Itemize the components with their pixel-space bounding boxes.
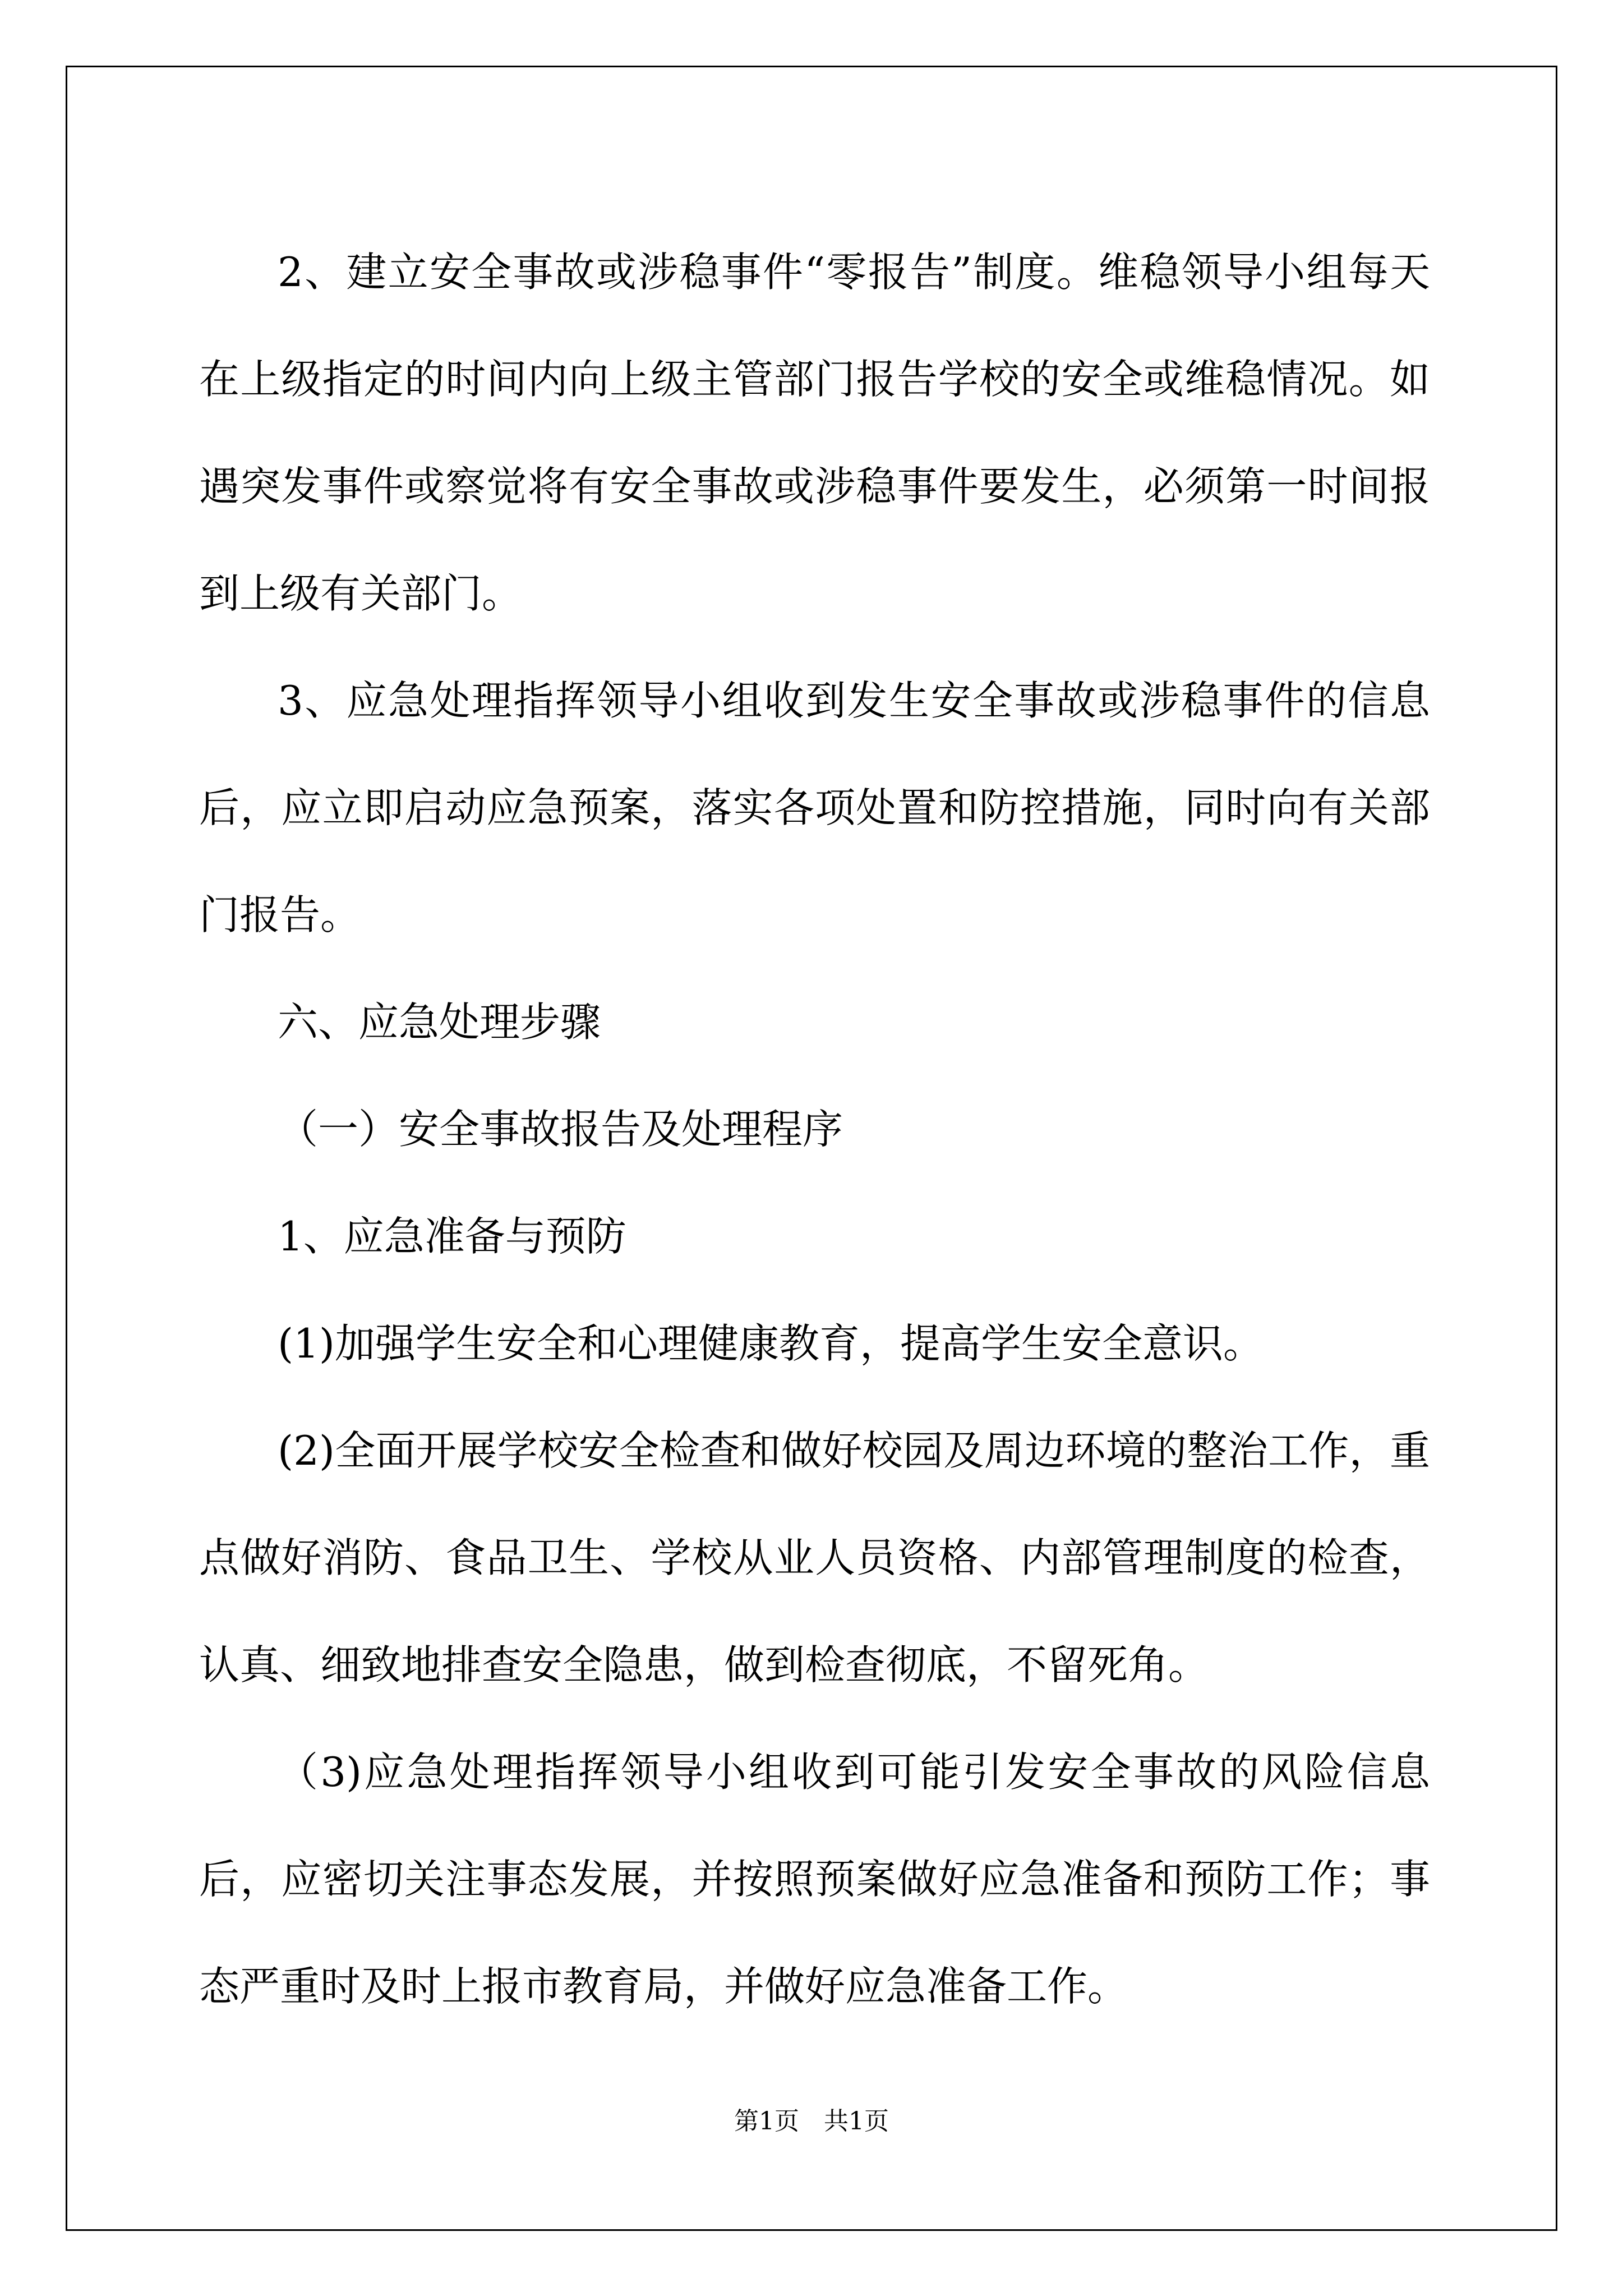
subsection-heading-procedure: （一）安全事故报告及处理程序: [278, 1106, 843, 1153]
paragraph-zero-report: 2、建立安全事故或涉稳事件“零报告”制度。维稳领导小组每天在上级指定的时间内向上级主管部门报告学校的安全或维稳情况。如遇突发事件或察觉将有安全事故或涉稳事件要发生，必须第一时间报到上级有关部门。: [199, 249, 1430, 617]
paragraph-safety-education: (1)加强学生安全和心理健康教育，提高学生安全意识。: [278, 1320, 1264, 1367]
page-total: 共1页: [824, 2107, 889, 2136]
document-body: [199, 219, 1430, 2040]
paragraph-safety-inspection: (2)全面开展学校安全检查和做好校园及周边环境的整治工作，重点做好消防、食品卫生、学校从业人员资格、内部管理制度的检查，认真、细致地排查安全隐患，做到检查彻底，不留死角。: [199, 1427, 1430, 1688]
paragraph-risk-response: （3)应急处理指挥领导小组收到可能引发安全事故的风险信息后，应密切关注事态发展，并按照预案做好应急准备和预防工作；事态严重时及时上报市教育局，并做好应急准备工作。: [199, 1749, 1430, 2010]
page-number: 第1页: [734, 2107, 799, 2136]
page-footer: [0, 2101, 1623, 2137]
paragraph-emergency-plan: 3、应急处理指挥领导小组收到发生安全事故或涉稳事件的信息后，应立即启动应急预案，落实各项处置和防控措施，同时向有关部门报告。: [199, 677, 1430, 938]
item-heading-preparation: 1、应急准备与预防: [278, 1213, 626, 1260]
section-heading-steps: 六、应急处理步骤: [278, 999, 601, 1046]
